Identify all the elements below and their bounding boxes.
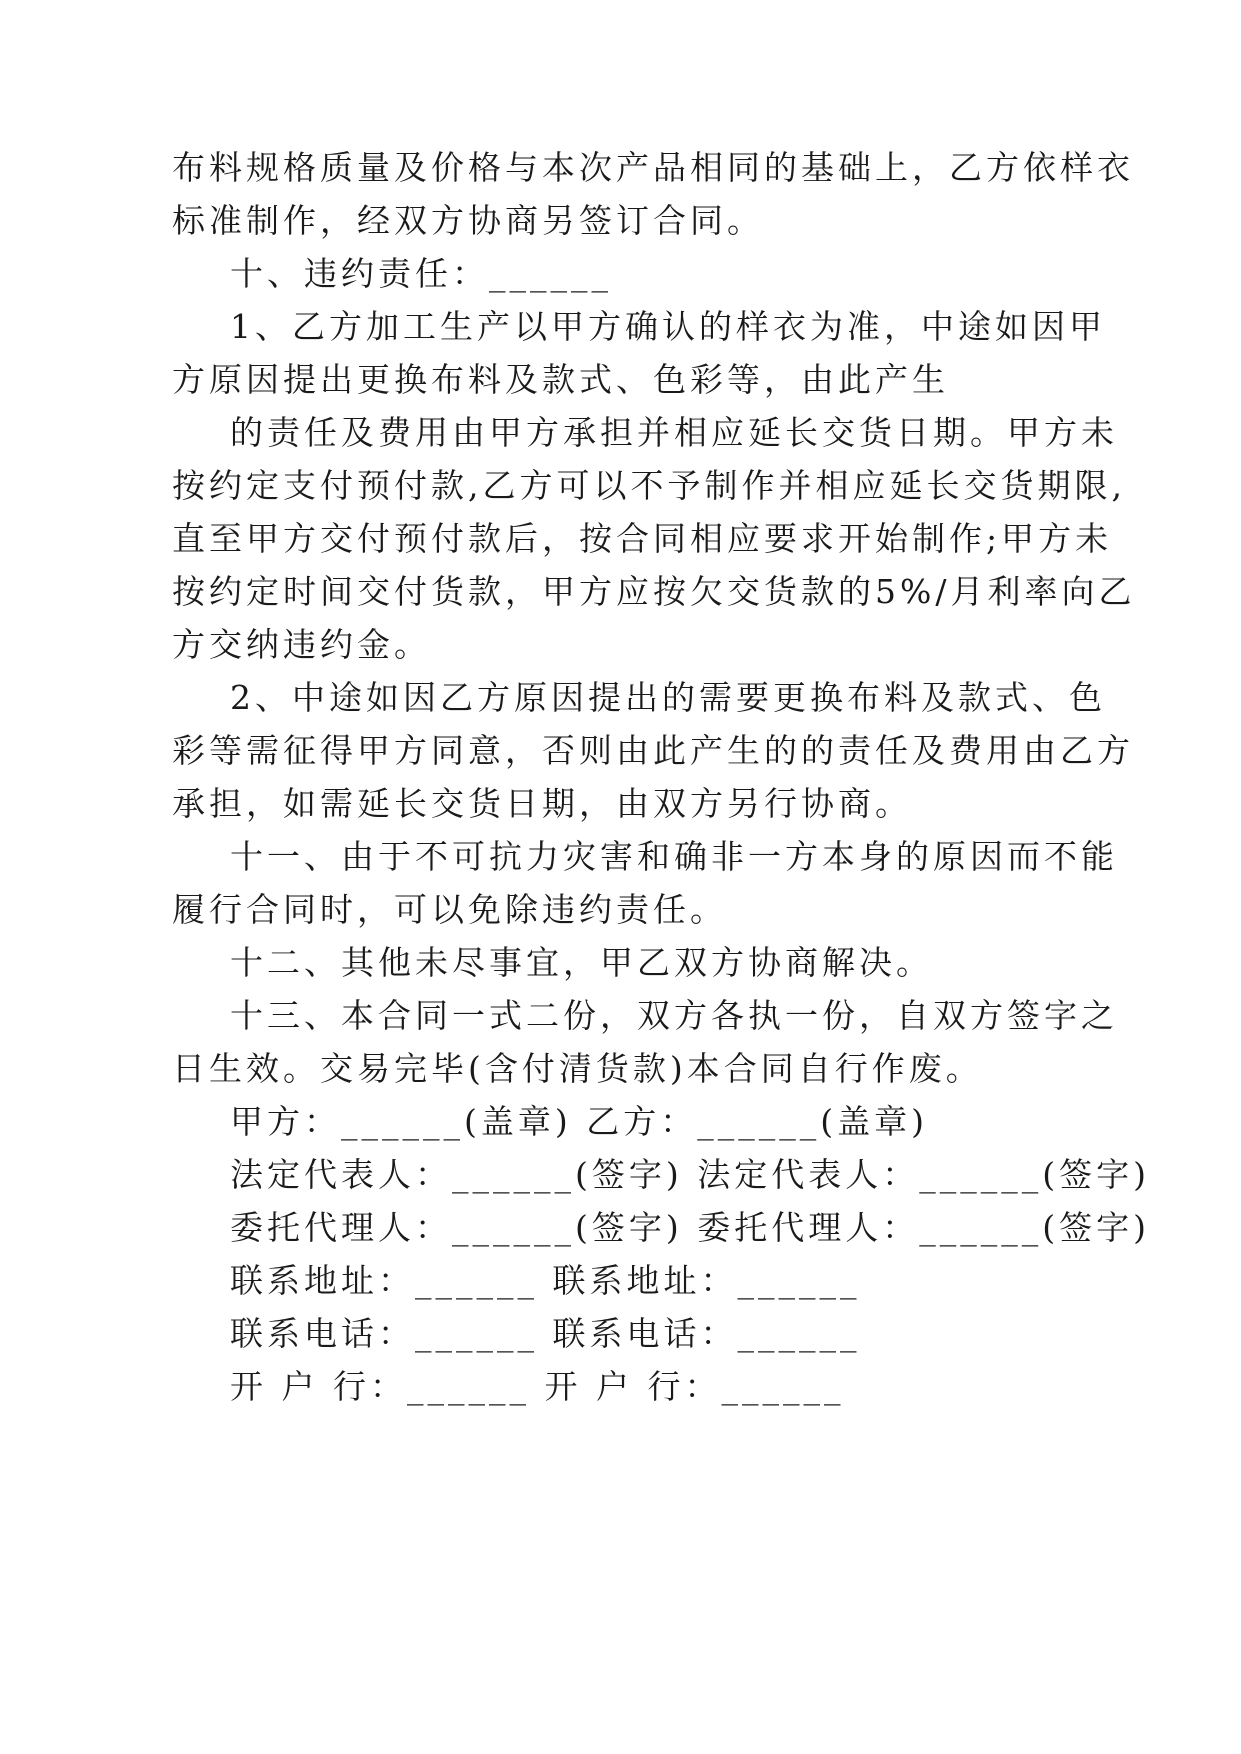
signature-line-agent: 委托代理人：______(签字) 委托代理人：______(签字) [230, 1208, 1150, 1247]
paragraph-line: 日生效。交易完毕(含付清货款)本合同自行作废。 [172, 1049, 983, 1088]
signature-line-party: 甲方：______(盖章) 乙方：______(盖章) [230, 1102, 928, 1141]
section-heading: 十二、其他未尽事宜，甲乙双方协商解决。 [230, 943, 933, 982]
paragraph-line: 承担，如需延长交货日期，由双方另行协商。 [172, 784, 912, 823]
paragraph-line: 按约定支付预付款,乙方可以不予制作并相应延长交货期限, [172, 466, 1126, 505]
paragraph-line: 履行合同时，可以免除违约责任。 [172, 890, 727, 929]
paragraph-line: 2、中途如因乙方原因提出的需要更换布料及款式、色 [230, 678, 1106, 717]
paragraph-line: 标准制作，经双方协商另签订合同。 [172, 201, 764, 240]
paragraph-line: 布料规格质量及价格与本次产品相同的基础上，乙方依样衣 [172, 148, 1134, 187]
paragraph-line: 彩等需征得甲方同意，否则由此产生的的责任及费用由乙方 [172, 731, 1134, 770]
signature-line-legal-representative: 法定代表人：______(签字) 法定代表人：______(签字) [230, 1155, 1150, 1194]
section-heading: 十三、本合同一式二份，双方各执一份，自双方签字之 [230, 996, 1118, 1035]
section-heading: 十一、由于不可抗力灾害和确非一方本身的原因而不能 [230, 837, 1118, 876]
contact-address-line: 联系地址：______ 联系地址：______ [230, 1261, 861, 1300]
paragraph-line: 方交纳违约金。 [172, 625, 431, 664]
paragraph-line: 方原因提出更换布料及款式、色彩等，由此产生 [172, 360, 949, 399]
section-heading: 十、违约责任：______ [230, 254, 612, 293]
paragraph-line: 1、乙方加工生产以甲方确认的样衣为准，中途如因甲 [230, 307, 1106, 346]
paragraph-line: 直至甲方交付预付款后，按合同相应要求开始制作;甲方未 [172, 519, 1113, 558]
contact-phone-line: 联系电话：______ 联系电话：______ [230, 1314, 861, 1353]
paragraph-line: 的责任及费用由甲方承担并相应延长交货日期。甲方未 [230, 413, 1118, 452]
bank-line: 开 户 行：______ 开 户 行：______ [230, 1367, 845, 1406]
paragraph-line: 按约定时间交付货款，甲方应按欠交货款的5%/月利率向乙 [172, 572, 1136, 611]
